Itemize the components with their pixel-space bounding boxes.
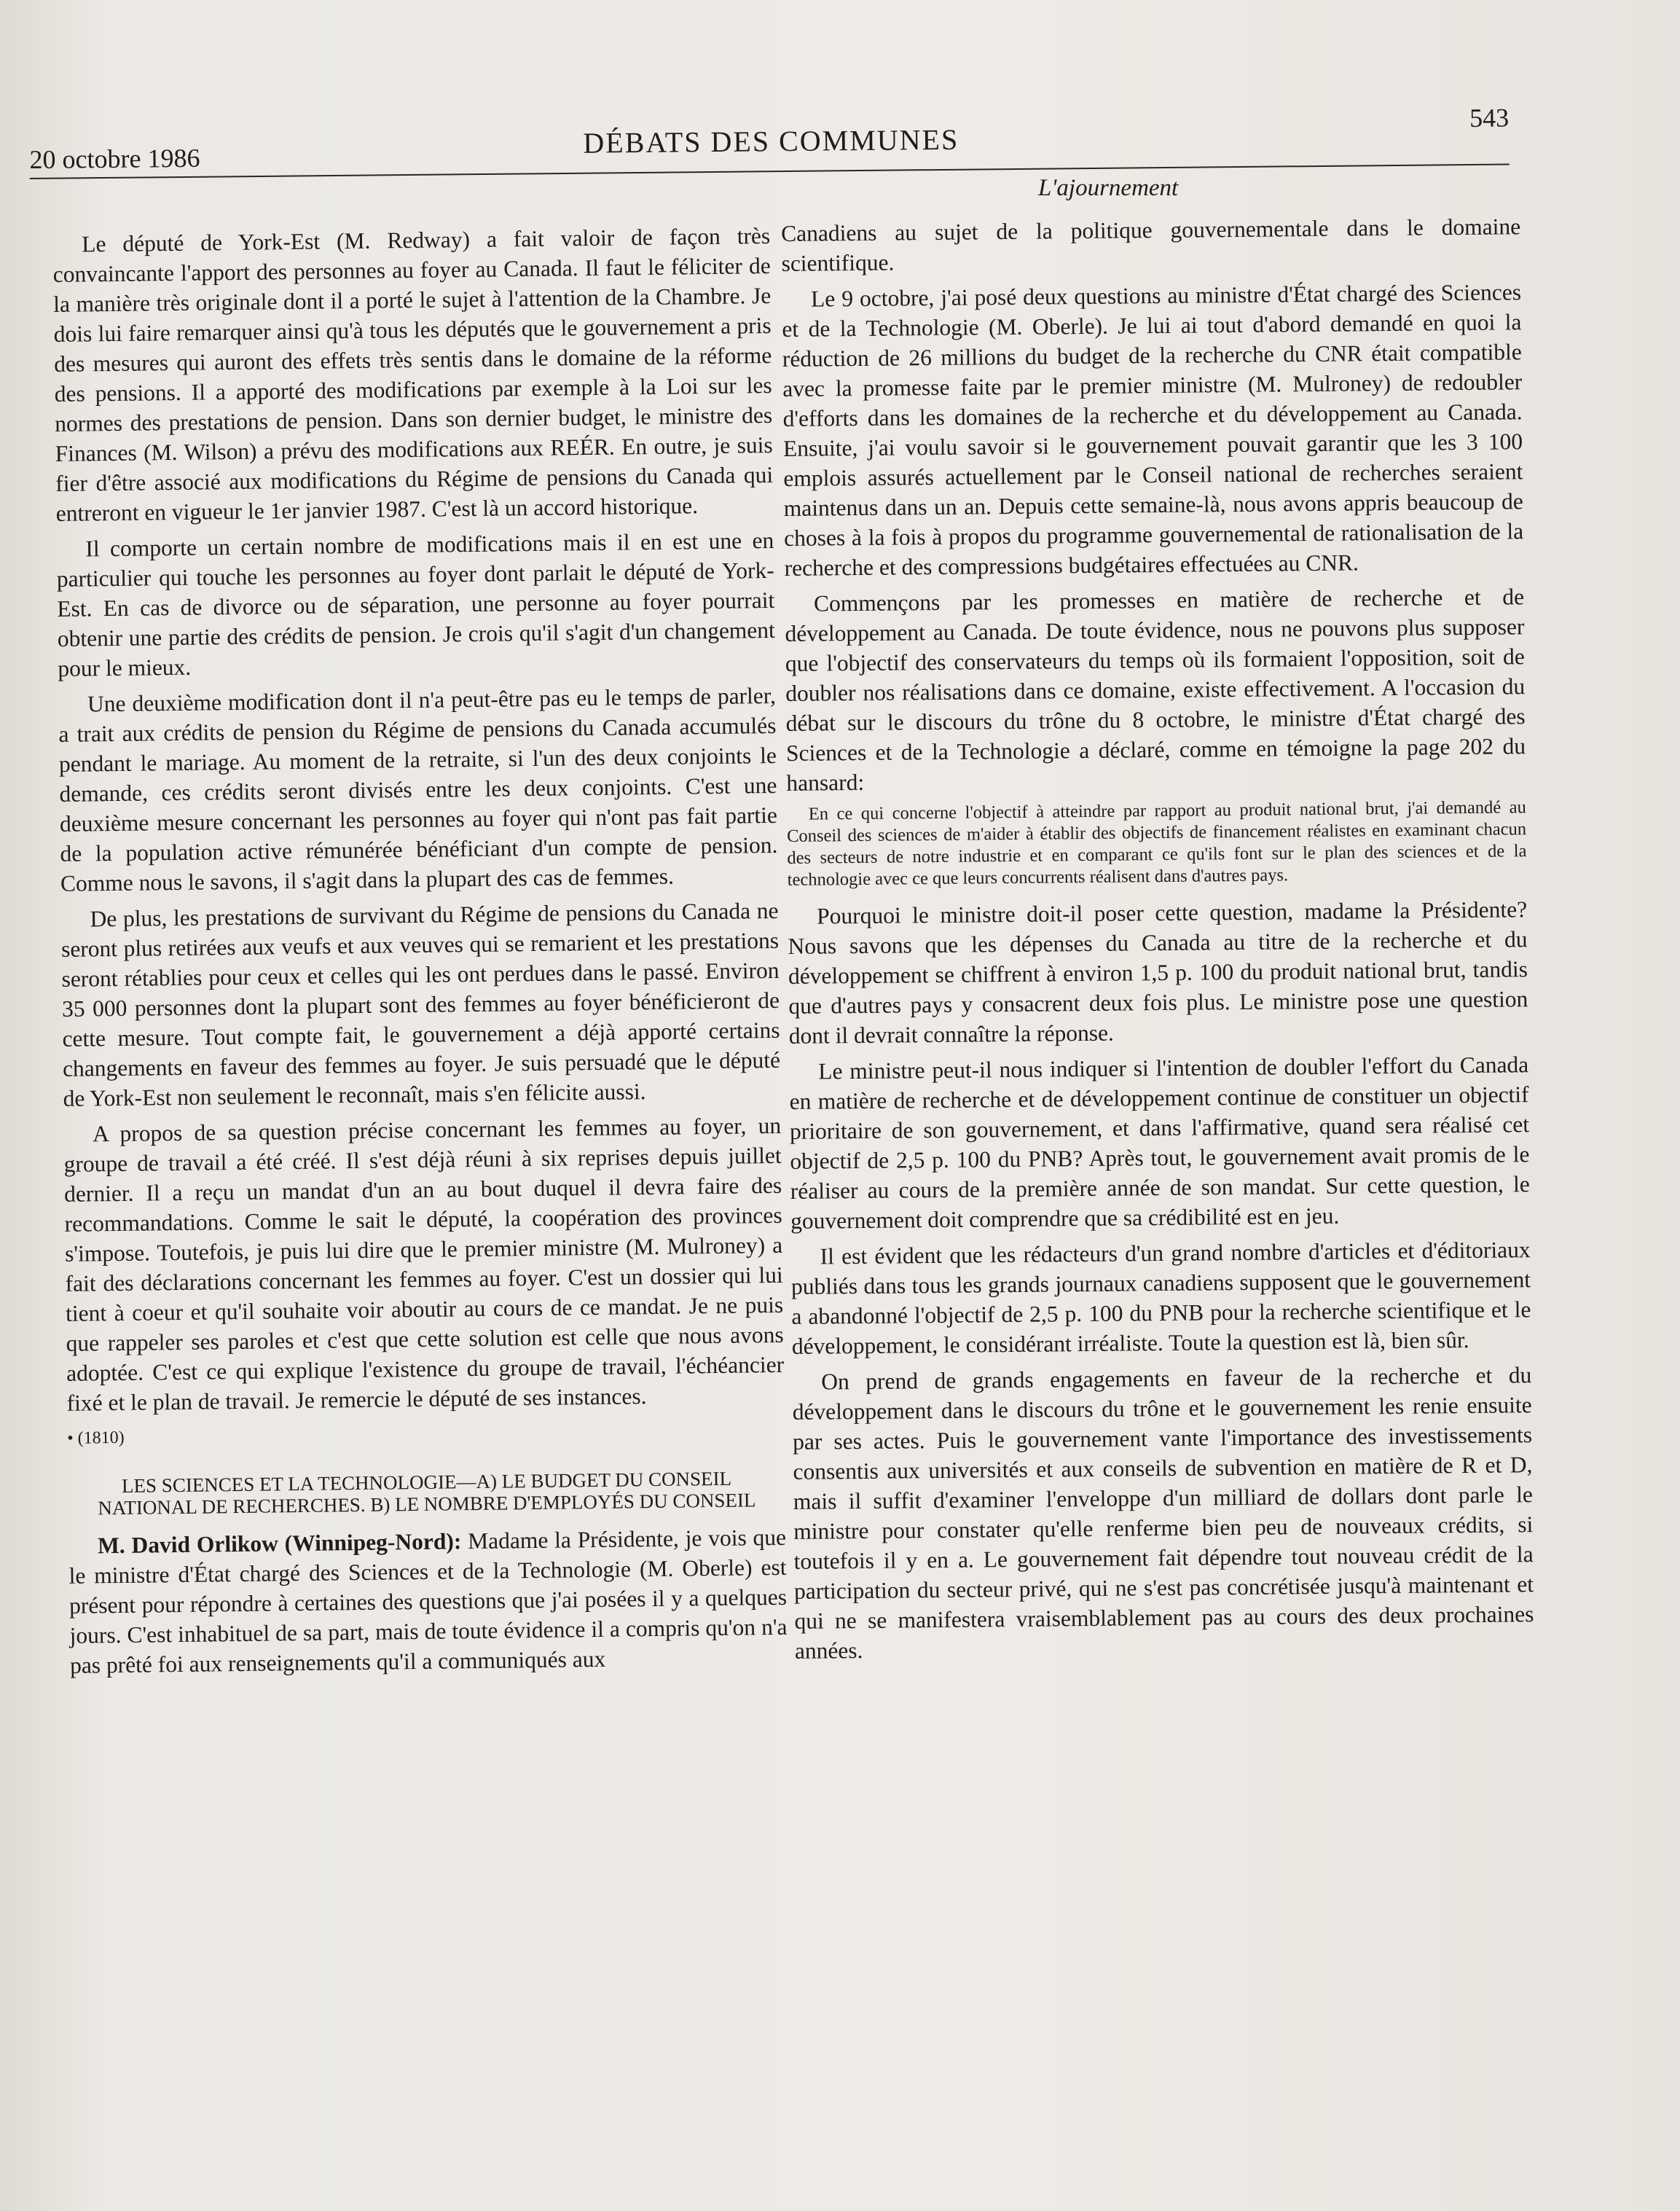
right-column [781, 211, 1534, 1672]
paragraph-speaker [68, 1522, 788, 1680]
speaker-name: M. David Orlikow (Winnipeg-Nord): [97, 1528, 462, 1559]
page-number: 543 [1469, 103, 1510, 133]
left-column [52, 221, 788, 1686]
page-header [29, 103, 1510, 175]
paragraph: Le ministre peut-il nous indiquer si l'intention de doubler l'effort du Canada en matière de recherche et de développement continue de constituer un objectif prioritaire de son gouvernement, et dans l'affirmative, quand sera réalisé cet objectif de 2,5 p. 100 du PNB? Après tout, le gouvernement avait promis de le réaliser au cours de la première année de son mandat. Sur cette question, le gouvernement doit comprendre que sa crédibilité est en jeu. [789, 1052, 1530, 1234]
paragraph: Canadiens au sujet de la politique gouvernementale dans le domaine scientifique. [781, 214, 1521, 276]
paragraph: A propos de sa question précise concernant les femmes au foyer, un groupe de travail a été créé. Il s'est déjà réuni à six reprises depuis juillet dernier. Il a reçu un mandat d'un an au bout duquel il devra faire des recommandations. Comme le sait le député, la coopération des provinces s'impose. Toutefois, je puis lui dire que le premier ministre (M. Mulroney) a fait des déclarations concernant les femmes au foyer. C'est un dossier qui lui tient à coeur et qu'il souhaite voir aboutir au cours de ce mandat. Je ne puis que rappeler ses paroles et c'est que cette solution est celle que nous avons adoptée. C'est ce qui explique l'existence du groupe de travail, l'échéancier fixé et le plan de travail. Je remercie le député de ses instances. [63, 1112, 785, 1416]
paragraph: Pourquoi le ministre doit-il poser cette question, madame la Présidente? Nous savons que les dépenses du Canada au titre de la recherche et du développement se chiffrent à environ 1,5 p. 100 du produit national brut, tandis que d'autres pays y consacrent deux fois plus. Le ministre pose une question dont il devrait connaître la réponse. [788, 896, 1528, 1049]
paragraph: De plus, les prestations de survivant du Régime de pensions du Canada ne seront plus retirées aux veufs et aux veuves qui se remarient et les prestations seront rétablies pour ceux et celles qui les ont perdues dans le passé. Environ 35 000 personnes dont la plupart sont des femmes au foyer bénéficieront de cette mesure. Tout compte fait, le gouvernement a déjà apporté certains changements en faveur des femmes au foyer. Je suis persuadé que le député de York-Est non seulement le reconnaît, mais s'en félicite aussi. [60, 897, 781, 1111]
paragraph: Une deuxième modification dont il n'a peut-être pas eu le temps de parler, a trait aux crédits de pension du Régime de pensions du Canada accumulés pendant le mariage. Au moment de la retraite, si l'un des deux conjoints le demande, ces crédits seront divisés entre les deux conjoints. C'est une deuxième mesure concernant les personnes au foyer qui n'ont pas fait partie de la population active rémunérée bénéficiant d'un compte de pension. Comme nous le savons, il s'agit dans la plupart des cas de femmes. [58, 682, 778, 896]
paragraph: Le député de York-Est (M. Redway) a fait valoir de façon très convaincante l'apport des personnes au foyer au Canada. Il faut le féliciter de la manière très originale dont il a porté le sujet à l'attention de la Chambre. Je dois lui faire remarquer ainsi qu'à tous les députés que le gouvernement a pris des mesures qui auront des effets très sentis dans le domaine de la réforme des pensions. Il a apporté des modifications par exemple à la Loi sur les normes des prestations de pension. Dans son dernier budget, le ministre des Finances (M. Wilson) a prévu des modifications aux REÉR. En outre, je suis fier d'être associé aux modifications du Régime de pensions du Canada qui entreront en vigueur le 1er janvier 1987. C'est là un accord historique. [52, 222, 774, 526]
header-title: DÉBATS DES COMMUNES [583, 122, 959, 160]
paragraph: Commençons par les promesses en matière de recherche et de développement au Canada. De toute évidence, nous ne pouvons plus supposer que l'objectif des conservateurs du temps où ils formaient l'opposition, soit de doubler nos réalisations dans ce domaine, existe effectivement. A l'occasion du débat sur le discours du trône du 8 octobre, le ministre d'État chargé des Sciences et de la Technologie a déclaré, comme en témoigne la page 202 du hansard: [785, 584, 1526, 796]
paragraph: Il comporte un certain nombre de modifications mais il en est une en particulier qui touche les personnes au foyer dont parlait le député de York-Est. En cas de divorce ou de séparation, une personne au foyer pourrait obtenir une partie des crédits de pension. Je crois qu'il s'agit d'un changement pour le mieux. [56, 527, 776, 681]
header-rule [30, 164, 1510, 179]
paragraph: Le 9 octobre, j'ai posé deux questions au ministre d'État chargé des Sciences et de la Technologie (M. Oberle). Je lui ai tout d'abord demandé en quoi la réduction de 26 millions du budget de la recherche du CNR était compatible avec la promesse faite par le premier ministre (M. Mulroney) de redoubler d'efforts dans les domaines de la recherche et du développement au Canada. Ensuite, j'ai voulu savoir si le gouvernement pouvait garantir que les 3 100 emplois assurés actuellement par le Conseil national de recherches seraient maintenus dans un an. Depuis cette semaine-là, nous avons appris beaucoup de choses à la fois à propos du programme gouvernemental de rationalisation de la recherche et des compressions budgétaires effectuées au CNR. [782, 279, 1524, 581]
speech-text: Madame la Présidente, je vois que le ministre d'État chargé des Sciences et de la Technologie (M. Oberle) est présent pour répondre à certaines des questions que j'ai posées il y a quelques jours. C'est inhabituel de sa part, mais de toute évidence il a compris qu'on n'a pas prêté foi aux renseignements qu'il a communiqués aux [68, 1524, 788, 1678]
block-quote: En ce qui concerne l'objectif à atteindre par rapport au produit national brut, j'ai demandé au Conseil des sciences de m'aider à établir des objectifs de financement réalistes en examinant chacun des secteurs de notre industrie et en comparant ce qu'ils font sur le plan des sciences et de la technologie avec ce que leurs concurrents réalisent dans d'autres pays. [787, 797, 1527, 890]
paragraph: On prend de grands engagements en faveur de la recherche et du développement dans le discours du trône et le gouvernement les renie ensuite par ses actes. Puis le gouvernement vante l'importance des investissements consentis aux universités et aux conseils de subvention en matière de R et D, mais il suffit d'examiner l'enveloppe d'un milliard de dollars dont parle le ministre pour constater qu'elle renferme bien peu de nouveaux crédits, si toutefois il y en a. Le gouvernement fait dépendre tout nouveau crédit de la participation du secteur privé, qui ne s'est pas concrétisée jusqu'à maintenant et qui ne se manifestera vraisemblablement pas au cours des deux prochaines années. [792, 1362, 1534, 1664]
section-label: L'ajournement [1038, 175, 1179, 201]
section-heading: LES SCIENCES ET LA TECHNOLOGIE—A) LE BUDGET DU CONSEIL NATIONAL DE RECHERCHES. B) LE NOMBRE D'EMPLOYÉS DU CONSEIL [98, 1467, 756, 1519]
header-date: 20 octobre 1986 [29, 143, 200, 174]
time-mark: • (1810) [67, 1428, 125, 1448]
paragraph: Il est évident que les rédacteurs d'un grand nombre d'articles et d'éditoriaux publiés dans tous les grands journaux canadiens supposent que le gouvernement a abandonné l'objectif de 2,5 p. 100 du PNB pour la recherche scientifique et le développement, le considérant irréaliste. Toute la question est là, bien sûr. [790, 1237, 1531, 1359]
